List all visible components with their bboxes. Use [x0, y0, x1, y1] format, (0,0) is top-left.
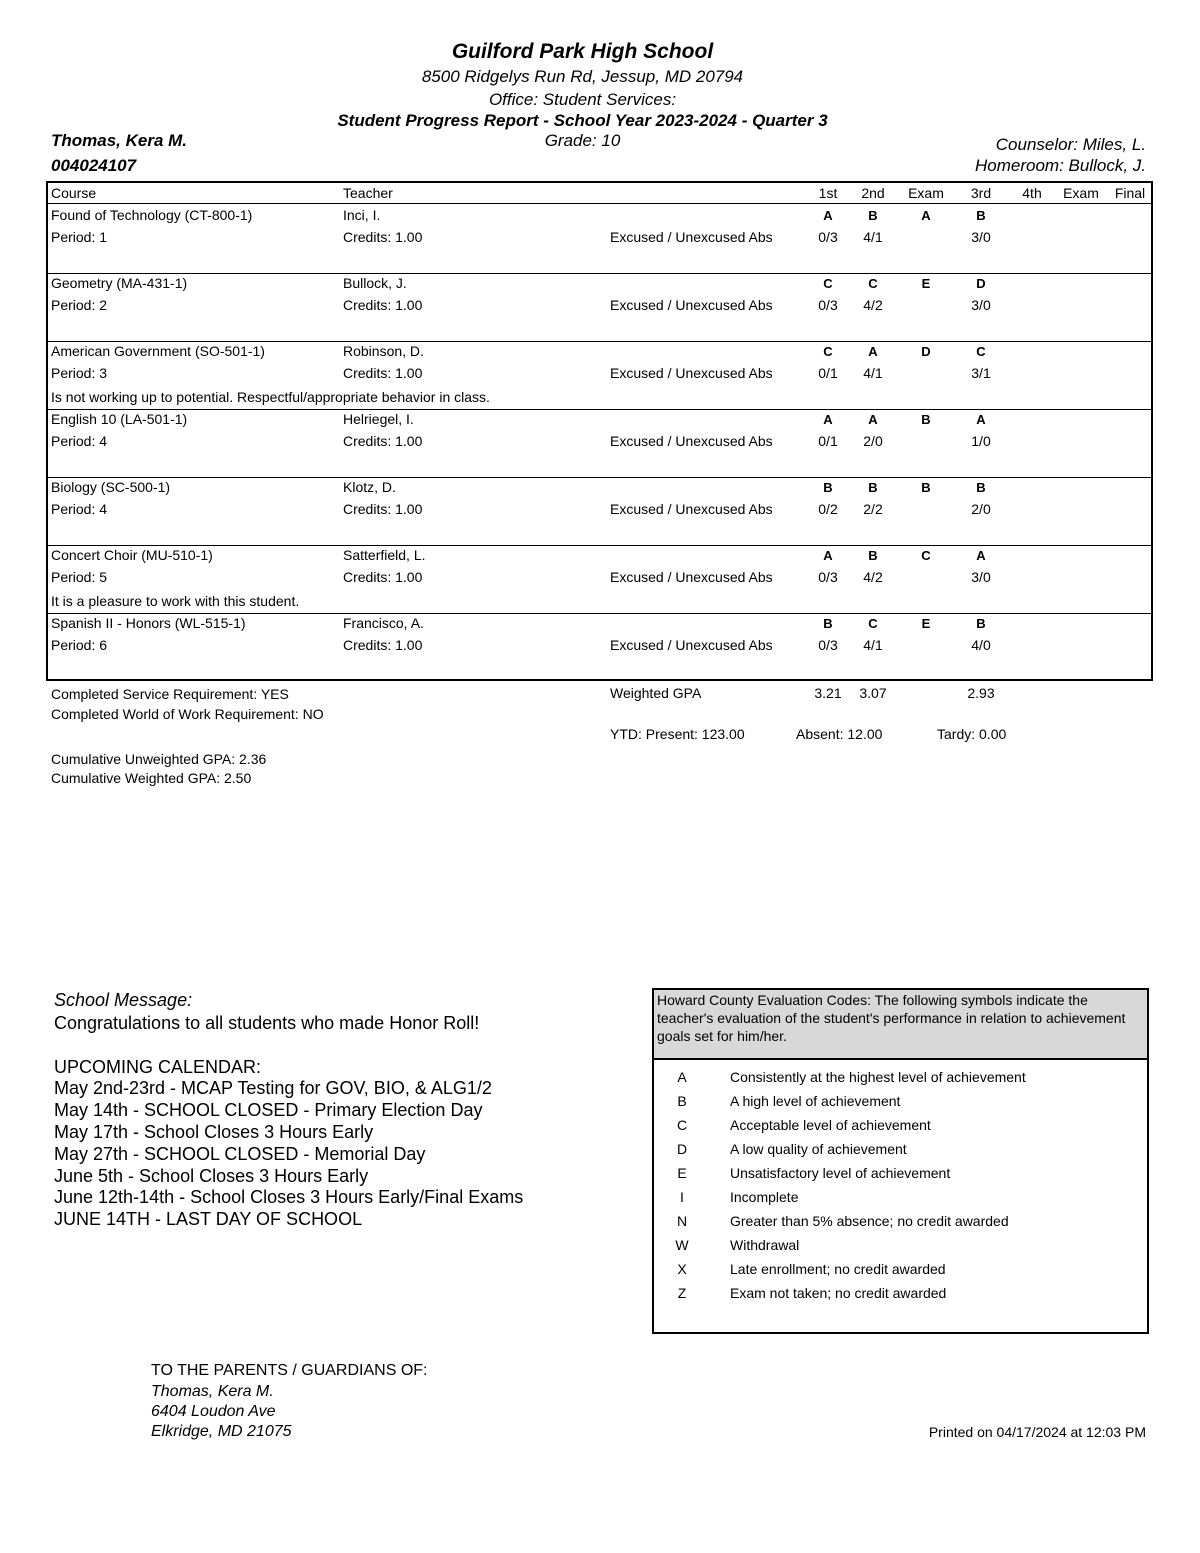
eval-code-description: A low quality of achievement: [730, 1141, 907, 1157]
course-name: American Government (SO-501-1): [51, 343, 265, 359]
grade-q1: A: [823, 412, 833, 427]
col-exam1: Exam: [908, 185, 944, 201]
eval-code-description: Acceptable level of achievement: [730, 1117, 931, 1133]
teacher-comment: Is not working up to potential. Respectful/appropriate behavior in class.: [51, 389, 490, 405]
grade-q3: B: [976, 208, 986, 223]
credits: Credits: 1.00: [343, 229, 423, 245]
counselor: Counselor: Miles, L.: [995, 135, 1146, 154]
grade-q3: A: [976, 548, 986, 563]
student-name: Thomas, Kera M.: [51, 131, 188, 150]
period: Period: 6: [51, 637, 108, 653]
world-of-work-requirement: Completed World of Work Requirement: NO: [51, 706, 324, 722]
mailing-city: Elkridge, MD 21075: [151, 1423, 292, 1440]
period: Period: 1: [51, 229, 108, 245]
evaluation-codes-heading: Howard County Evaluation Codes: The following symbols indicate the teacher's evaluation of the student's performance in relation to achievement goals set for him/her.: [657, 992, 1126, 1044]
absence-label: Excused / Unexcused Abs: [610, 297, 773, 313]
cumulative-weighted-gpa: Cumulative Weighted GPA: 2.50: [51, 770, 252, 786]
teacher-name: Francisco, A.: [343, 615, 424, 631]
period: Period: 3: [51, 365, 108, 381]
weighted-gpa-q3: 2.93: [967, 685, 995, 701]
eval-code-description: Incomplete: [730, 1189, 799, 1205]
course-name: Biology (SC-500-1): [51, 479, 171, 495]
ytd-absent: Absent: 12.00: [796, 726, 883, 742]
teacher-name: Klotz, D.: [343, 479, 396, 495]
eval-code-symbol: B: [677, 1093, 687, 1109]
teacher-comment: It is a pleasure to work with this student.: [51, 593, 300, 609]
absence-q2: 4/1: [863, 637, 883, 653]
eval-code-symbol: C: [676, 1117, 688, 1133]
eval-code-description: Consistently at the highest level of achievement: [730, 1069, 1026, 1085]
col-teacher: Teacher: [343, 185, 393, 201]
absence-label: Excused / Unexcused Abs: [610, 433, 773, 449]
credits: Credits: 1.00: [343, 365, 423, 381]
eval-code-symbol: N: [676, 1213, 688, 1229]
grade-exam: B: [921, 412, 931, 427]
absence-q2: 2/2: [863, 501, 883, 517]
homeroom: Homeroom: Bullock, J.: [975, 156, 1146, 175]
grade-q3: B: [976, 616, 986, 631]
eval-code-symbol: W: [675, 1237, 689, 1253]
absence-label: Excused / Unexcused Abs: [610, 365, 773, 381]
school-message-line: UPCOMING CALENDAR:: [54, 1056, 262, 1077]
absence-q2: 4/1: [863, 365, 883, 381]
grade-q1: B: [823, 480, 833, 495]
eval-code-symbol: E: [677, 1165, 687, 1181]
period: Period: 5: [51, 569, 108, 585]
course-name: Geometry (MA-431-1): [51, 275, 188, 291]
weighted-gpa-q1: 3.21: [814, 685, 842, 701]
grade-q2: C: [868, 616, 878, 631]
row-divider: [46, 409, 1153, 410]
teacher-name: Inci, I.: [343, 207, 381, 223]
col-q4: 4th: [1022, 185, 1042, 201]
absence-label: Excused / Unexcused Abs: [610, 229, 773, 245]
absence-q2: 4/1: [863, 229, 883, 245]
absence-q1: 0/1: [818, 365, 838, 381]
mailing-street: 6404 Loudon Ave: [151, 1403, 276, 1420]
school-message-line: May 14th - SCHOOL CLOSED - Primary Election Day: [54, 1100, 483, 1121]
eval-code-description: Withdrawal: [730, 1237, 800, 1253]
absence-q1: 0/2: [818, 501, 838, 517]
school-message-line: JUNE 14TH - LAST DAY OF SCHOOL: [54, 1209, 363, 1230]
grade-exam: C: [921, 548, 931, 563]
grade-q1: C: [823, 276, 833, 291]
grade-exam: B: [921, 480, 931, 495]
mailing-to-line: TO THE PARENTS / GUARDIANS OF:: [151, 1362, 428, 1379]
absence-label: Excused / Unexcused Abs: [610, 569, 773, 585]
absence-q2: 4/2: [863, 297, 883, 313]
report-title: Student Progress Report - School Year 2023-2024 - Quarter 3: [337, 111, 828, 130]
eval-code-symbol: I: [680, 1189, 684, 1205]
eval-code-symbol: A: [677, 1069, 687, 1085]
ytd-present: YTD: Present: 123.00: [610, 726, 745, 742]
col-q1: 1st: [818, 185, 838, 201]
teacher-name: Helriegel, I.: [343, 411, 414, 427]
grade-q3: D: [976, 276, 986, 291]
eval-code-description: Greater than 5% absence; no credit awarded: [730, 1213, 1009, 1229]
course-name: Concert Choir (MU-510-1): [51, 547, 213, 563]
credits: Credits: 1.00: [343, 297, 423, 313]
weighted-gpa-q2: 3.07: [859, 685, 887, 701]
weighted-gpa-label: Weighted GPA: [610, 685, 702, 701]
col-q2: 2nd: [861, 185, 885, 201]
period: Period: 4: [51, 433, 108, 449]
school-message-line: May 27th - SCHOOL CLOSED - Memorial Day: [54, 1143, 426, 1164]
grade-q1: C: [823, 344, 833, 359]
grade-q1: A: [823, 548, 833, 563]
grade-q2: B: [868, 208, 878, 223]
grade-exam: D: [921, 344, 931, 359]
office-line: Office: Student Services:: [488, 90, 677, 109]
grade-q3: A: [976, 412, 986, 427]
absence-q3: 3/0: [971, 229, 991, 245]
absence-label: Excused / Unexcused Abs: [610, 637, 773, 653]
grade-q3: B: [976, 480, 986, 495]
absence-q2: 2/0: [863, 433, 883, 449]
eval-code-symbol: X: [677, 1261, 687, 1277]
absence-q3: 3/1: [971, 365, 991, 381]
school-message-label: School Message:: [54, 990, 193, 1010]
absence-q3: 1/0: [971, 433, 991, 449]
eval-code-symbol: D: [676, 1141, 688, 1157]
eval-code-description: Exam not taken; no credit awarded: [730, 1285, 947, 1301]
absence-q3: 3/0: [971, 297, 991, 313]
school-message-line: May 17th - School Closes 3 Hours Early: [54, 1122, 374, 1142]
grade-q2: A: [868, 344, 878, 359]
row-divider: [46, 613, 1153, 614]
course-name: English 10 (LA-501-1): [51, 411, 188, 427]
credits: Credits: 1.00: [343, 637, 423, 653]
teacher-name: Satterfield, L.: [343, 547, 426, 563]
row-divider: [46, 341, 1153, 342]
grade-q1: B: [823, 616, 833, 631]
period: Period: 2: [51, 297, 108, 313]
credits: Credits: 1.00: [343, 433, 423, 449]
absence-q1: 0/1: [818, 433, 838, 449]
row-divider: [46, 545, 1153, 546]
credits: Credits: 1.00: [343, 501, 423, 517]
eval-code-symbol: Z: [677, 1285, 687, 1301]
col-final: Final: [1114, 185, 1146, 201]
eval-code-description: A high level of achievement: [730, 1093, 901, 1109]
credits: Credits: 1.00: [343, 569, 423, 585]
absence-q1: 0/3: [818, 637, 838, 653]
absence-q1: 0/3: [818, 569, 838, 585]
row-divider: [46, 477, 1153, 478]
grade-q2: A: [868, 412, 878, 427]
mailing-name: Thomas, Kera M.: [151, 1383, 274, 1400]
service-requirement: Completed Service Requirement: YES: [51, 686, 289, 702]
absence-q1: 0/3: [818, 229, 838, 245]
table-header-divider: [46, 203, 1153, 204]
course-name: Spanish II - Honors (WL-515-1): [51, 615, 246, 631]
absence-q3: 2/0: [971, 501, 991, 517]
school-message-line: May 2nd-23rd - MCAP Testing for GOV, BIO, & ALG1/2: [54, 1078, 492, 1099]
ytd-tardy: Tardy: 0.00: [937, 726, 1007, 742]
school-address: 8500 Ridgelys Run Rd, Jessup, MD 20794: [421, 67, 744, 86]
school-message-line: June 12th-14th - School Closes 3 Hours Early/Final Exams: [54, 1187, 524, 1208]
school-message-line: June 5th - School Closes 3 Hours Early: [54, 1165, 369, 1186]
course-name: Found of Technology (CT-800-1): [51, 207, 253, 223]
eval-code-description: Late enrollment; no credit awarded: [730, 1261, 946, 1277]
col-course: Course: [51, 185, 97, 201]
school-name: Guilford Park High School: [451, 40, 714, 63]
grade-exam: A: [921, 208, 931, 223]
cumulative-unweighted-gpa: Cumulative Unweighted GPA: 2.36: [51, 751, 267, 767]
col-q3: 3rd: [970, 185, 992, 201]
row-divider: [46, 273, 1153, 274]
eval-code-description: Unsatisfactory level of achievement: [730, 1165, 951, 1181]
grade-q2: B: [868, 548, 878, 563]
teacher-name: Bullock, J.: [343, 275, 407, 291]
period: Period: 4: [51, 501, 108, 517]
student-id: 004024107: [51, 156, 137, 175]
grade-q3: C: [976, 344, 986, 359]
col-exam2: Exam: [1063, 185, 1099, 201]
grade-exam: E: [921, 276, 931, 291]
absence-label: Excused / Unexcused Abs: [610, 501, 773, 517]
grade-q1: A: [823, 208, 833, 223]
grade-q2: C: [868, 276, 878, 291]
teacher-name: Robinson, D.: [343, 343, 424, 359]
grade-exam: E: [921, 616, 931, 631]
absence-q3: 3/0: [971, 569, 991, 585]
printed-on: Printed on 04/17/2024 at 12:03 PM: [928, 1424, 1146, 1440]
grade-q2: B: [868, 480, 878, 495]
absence-q1: 0/3: [818, 297, 838, 313]
school-message-line: Congratulations to all students who made Honor Roll!: [54, 1013, 480, 1033]
absence-q3: 4/0: [971, 637, 991, 653]
grade-level: Grade: 10: [544, 131, 621, 150]
absence-q2: 4/2: [863, 569, 883, 585]
